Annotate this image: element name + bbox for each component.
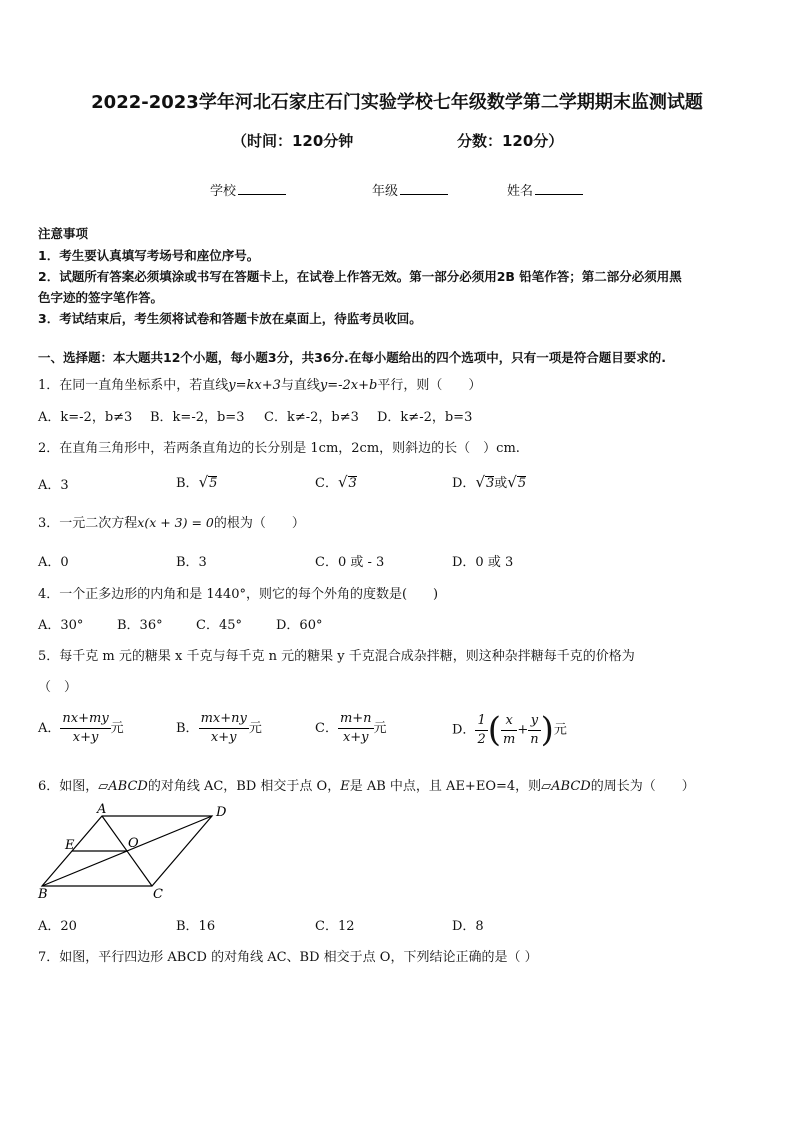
q6-text-b: 的对角线 AC，BD 相交于点 O， <box>147 779 341 794</box>
q5-d-x: x <box>501 712 517 731</box>
school-blank[interactable] <box>238 182 286 195</box>
q1-option-c[interactable]: C．k≠-2，b≠3 <box>264 410 359 425</box>
label-e: E <box>65 838 75 853</box>
q3-option-c[interactable]: C．0 或 - 3 <box>315 555 385 570</box>
q5-a-denominator: x+y <box>72 730 99 745</box>
q5-b-numerator: mx+ny <box>199 710 249 729</box>
question-2-stem: 2．在直角三角形中，若两条直角边的长分别是 1cm，2cm，则斜边的长（ ）cm. <box>38 441 520 456</box>
q4-option-b[interactable]: B．36° <box>117 618 163 633</box>
notes-heading: 注意事项 <box>38 226 89 241</box>
q3-text-b: 的根为（ ） <box>213 516 305 531</box>
page-title: 2022-2023学年河北石家庄石门实验学校七年级数学第二学期期末监测试题 <box>91 92 703 113</box>
q1-text-a: 1．在同一直角坐标系中，若直线 <box>38 378 229 393</box>
q6-point-e: E <box>340 779 350 794</box>
exam-score: 分数：120分） <box>457 132 564 150</box>
q6-parallelogram-symbol-2: ▱ABCD <box>541 779 591 794</box>
q5-b-fraction <box>199 710 249 747</box>
name-field <box>507 180 583 199</box>
q5-b-label: B． <box>176 721 199 736</box>
q6-option-a[interactable]: A．20 <box>38 919 77 934</box>
q5-d-half-numerator: 1 <box>475 712 487 731</box>
q5-d-frac-x <box>501 712 517 749</box>
exam-time: （时间：120分钟 <box>232 132 354 150</box>
q6-parallelogram-symbol: ▱ABCD <box>98 779 148 794</box>
q5-d-half <box>475 712 487 749</box>
q1-equation-1: y=kx+3 <box>228 378 281 393</box>
q5-d-n: n <box>530 731 539 747</box>
q2-b-radicand: 5 <box>209 476 218 491</box>
q6-parallelogram-figure <box>30 802 240 902</box>
q2-option-d[interactable]: D．√3或√5 <box>452 473 527 491</box>
q5-a-label: A． <box>38 721 61 736</box>
q2-c-label: C． <box>315 476 338 491</box>
q5-c-unit: 元 <box>373 721 387 736</box>
q1-option-a[interactable]: A．k=-2，b≠3 <box>38 410 133 425</box>
question-7-stem: 7．如图，平行四边形 ABCD 的对角线 AC、BD 相交于点 O，下列结论正确的是（ ） <box>38 950 538 965</box>
q3-option-b[interactable]: B．3 <box>176 555 207 570</box>
q1-option-b[interactable]: B．k=-2，b=3 <box>150 410 245 425</box>
q6-option-d[interactable]: D．8 <box>452 919 484 934</box>
q5-option-a[interactable] <box>38 710 124 747</box>
q4-option-a[interactable]: A．30° <box>38 618 84 633</box>
q3-equation: x(x + 3) = 0 <box>137 515 214 530</box>
label-b: B <box>38 887 48 902</box>
question-6-stem <box>38 775 695 794</box>
note-item: 2．试题所有答案必须填涂或书写在答题卡上，在试卷上作答无效。第一部分必须用2B 铅笔作答；第二部分必须用黑 <box>38 269 682 284</box>
name-label: 姓名 <box>507 184 534 199</box>
q5-c-fraction <box>338 710 374 747</box>
q5-d-plus: + <box>517 722 529 738</box>
q5-a-numerator: nx+my <box>60 710 110 729</box>
question-3-stem <box>38 512 305 531</box>
q5-d-m: m <box>502 731 516 747</box>
q5-d-half-denominator: 2 <box>477 731 486 747</box>
q5-b-unit: 元 <box>248 721 262 736</box>
q1-option-d[interactable]: D．k≠-2，b=3 <box>377 410 473 425</box>
q3-text-a: 3．一元二次方程 <box>38 516 138 531</box>
q5-b-denominator: x+y <box>210 730 237 745</box>
question-1-stem <box>38 374 481 393</box>
q5-c-label: C． <box>315 721 338 736</box>
q5-option-d[interactable]: D． $\frac{1}{2}$ ( $\frac{x}{m}$ + $\frac{y}{n}$ )元 <box>452 710 567 750</box>
q5-a-unit: 元 <box>110 721 124 736</box>
school-field <box>210 180 286 199</box>
q4-option-c[interactable]: C．45° <box>196 618 242 633</box>
note-item: 1．考生要认真填写考场号和座位序号。 <box>38 248 260 263</box>
grade-blank[interactable] <box>400 182 448 195</box>
q2-d-radicand-1: 3 <box>486 476 495 491</box>
q5-option-c[interactable] <box>315 710 387 747</box>
q6-text-c: 是 AB 中点，且 AE+EO=4，则 <box>349 779 542 794</box>
q5-option-b[interactable] <box>176 710 262 747</box>
q5-c-numerator: m+n <box>338 710 374 729</box>
question-5-paren: （ ） <box>38 680 78 695</box>
q2-d-radicand-2: 5 <box>517 476 527 491</box>
q1-equation-2: y=-2x+b <box>319 378 378 393</box>
school-label: 学校 <box>210 184 237 199</box>
q2-c-radicand: 3 <box>348 476 357 491</box>
q2-option-c[interactable]: C．√3 <box>315 473 357 491</box>
q1-text-c: 平行，则（ ） <box>377 378 482 393</box>
question-5-stem: 5．每千克 m 元的糖果 x 千克与每千克 n 元的糖果 y 千克混合成杂拌糖，则这种杂拌糖每千克的价格为 <box>38 649 635 664</box>
q6-text-d: 的周长为（ ） <box>590 779 695 794</box>
label-d: D <box>216 805 227 820</box>
q5-d-frac-y <box>528 712 540 749</box>
grade-field <box>372 180 448 199</box>
q2-d-or: 或 <box>494 476 508 491</box>
q5-a-fraction <box>60 710 110 747</box>
label-c: C <box>153 887 163 902</box>
label-a: A <box>97 802 107 817</box>
section-heading: 一、选择题：本大题共12个小题，每小题3分，共36分.在每小题给出的四个选项中，只有一项是符合题目要求的. <box>38 350 666 365</box>
q5-d-unit: 元 <box>553 722 567 738</box>
note-item: 3．考试结束后，考生须将试卷和答题卡放在桌面上，待监考员收回。 <box>38 311 422 326</box>
q4-option-d[interactable]: D．60° <box>276 618 323 633</box>
q3-option-d[interactable]: D．0 或 3 <box>452 555 514 570</box>
q2-option-a[interactable]: A．3 <box>38 478 69 493</box>
grade-label: 年级 <box>372 184 399 199</box>
note-item: 色字迹的签字笔作答。 <box>38 290 164 305</box>
q2-d-label: D． <box>452 476 476 491</box>
q6-text-a: 6．如图， <box>38 779 99 794</box>
question-4-stem: 4．一个正多边形的内角和是 1440°，则它的每个外角的度数是( ) <box>38 587 439 602</box>
q2-option-b[interactable]: B．√5 <box>176 473 218 491</box>
q5-d-label: D． <box>452 722 476 738</box>
q5-d-y: y <box>528 712 540 731</box>
label-o: O <box>128 836 139 851</box>
q2-b-label: B． <box>176 476 199 491</box>
q3-option-a[interactable]: A．0 <box>38 555 69 570</box>
q6-option-b[interactable]: B．16 <box>176 919 216 934</box>
q5-c-denominator: x+y <box>342 730 369 745</box>
q6-option-c[interactable]: C．12 <box>315 919 355 934</box>
name-blank[interactable] <box>535 182 583 195</box>
q1-text-b: 与直线 <box>280 378 320 393</box>
